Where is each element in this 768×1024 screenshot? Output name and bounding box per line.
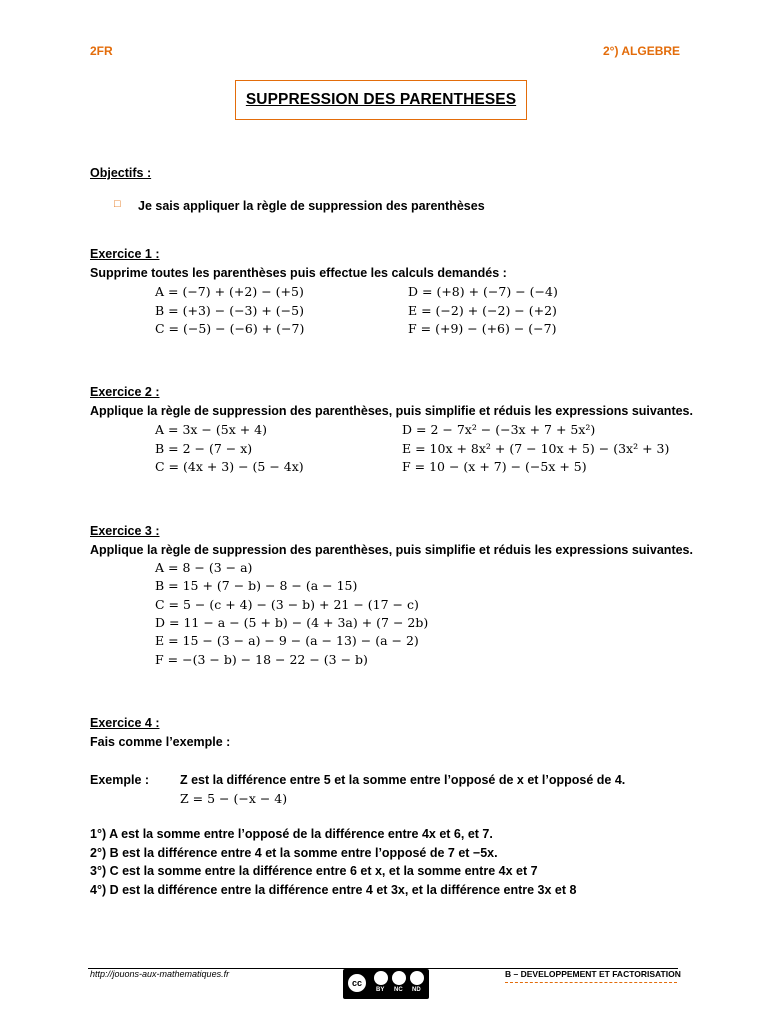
ex4-heading: Exercice 4 : bbox=[90, 716, 160, 730]
example-text: Z est la différence entre 5 et la somme entre l’opposé de x et l’opposé de 4. bbox=[180, 773, 626, 787]
ex3-expr-c: C = 5 − (c + 4) − (3 − b) + 21 − (17 − c) bbox=[155, 597, 419, 612]
ex2-expr-d: D = 2 − 7x² − (−3x + 7 + 5x²) bbox=[402, 422, 596, 437]
footer-dashed-rule bbox=[505, 982, 677, 983]
ex3-heading: Exercice 3 : bbox=[90, 524, 160, 538]
example-label: Exemple : bbox=[90, 773, 150, 787]
ex3-expr-d: D = 11 − a − (5 + b) − (4 + 3a) + (7 − 2b) bbox=[155, 615, 429, 630]
by-person-icon bbox=[374, 971, 388, 985]
ex1-expr-f: F = (+9) − (+6) − (−7) bbox=[408, 321, 557, 336]
ex1-instruction: Supprime toutes les parenthèses puis effectue les calculs demandés : bbox=[90, 266, 507, 280]
ex4-instruction: Fais comme l’exemple : bbox=[90, 735, 231, 749]
nd-equals-icon bbox=[410, 971, 424, 985]
title-box bbox=[235, 80, 527, 120]
footer-chapter: B – DEVELOPPEMENT ET FACTORISATION bbox=[505, 969, 681, 979]
ex3-instruction: Applique la règle de suppression des parenthèses, puis simplifie et réduis les expressions suivantes. bbox=[90, 543, 693, 557]
badge-nc: NC bbox=[394, 987, 403, 993]
creative-commons-by-nc-nd-icon[interactable] bbox=[343, 969, 429, 999]
ex3-expr-f: F = −(3 − b) − 18 − 22 − (3 − b) bbox=[155, 652, 368, 667]
objectifs-heading: Objectifs : bbox=[90, 166, 152, 180]
ex4-item-1: 1°) A est la somme entre l’opposé de la différence entre 4x et 6, et 7. bbox=[90, 827, 493, 841]
ex3-expr-b: B = 15 + (7 − b) − 8 − (a − 15) bbox=[155, 578, 358, 593]
header-left: 2FR bbox=[90, 44, 113, 58]
ex2-expr-c: C = (4x + 3) − (5 − 4x) bbox=[155, 459, 304, 474]
ex4-item-4: 4°) D est la différence entre la différence entre 4 et 3x, et la différence entre 3x et 8 bbox=[90, 883, 577, 897]
ex2-heading: Exercice 2 : bbox=[90, 385, 160, 399]
ex4-item-2: 2°) B est la différence entre 4 et la somme entre l’opposé de 7 et −5x. bbox=[90, 846, 498, 860]
header-right: 2°) ALGEBRE bbox=[603, 44, 681, 58]
objectif-item: Je sais appliquer la règle de suppression des parenthèses bbox=[138, 199, 485, 213]
ex2-expr-e: E = 10x + 8x² + (7 − 10x + 5) − (3x² + 3) bbox=[402, 441, 670, 456]
ex2-instruction: Applique la règle de suppression des parenthèses, puis simplifie et réduis les expressions suivantes. bbox=[90, 404, 693, 418]
page-title: SUPPRESSION DES PARENTHESES bbox=[245, 91, 517, 108]
ex1-expr-b: B = (+3) − (−3) + (−5) bbox=[155, 303, 304, 318]
badge-nd: ND bbox=[412, 987, 421, 993]
ex2-expr-f: F = 10 − (x + 7) − (−5x + 5) bbox=[402, 459, 587, 474]
checkbox-bullet-icon: □ bbox=[114, 198, 121, 210]
ex1-heading: Exercice 1 : bbox=[90, 247, 160, 261]
badge-by: BY bbox=[376, 987, 385, 993]
ex3-expr-a: A = 8 − (3 − a) bbox=[155, 560, 253, 575]
ex1-expr-a: A = (−7) + (+2) − (+5) bbox=[155, 284, 304, 299]
ex1-expr-d: D = (+8) + (−7) − (−4) bbox=[408, 284, 558, 299]
nc-dollar-icon bbox=[392, 971, 406, 985]
footer-url-link[interactable]: http://jouons-aux-mathematiques.fr bbox=[90, 969, 230, 979]
example-formula: Z = 5 − (−x − 4) bbox=[180, 791, 288, 806]
ex1-expr-e: E = (−2) + (−2) − (+2) bbox=[408, 303, 557, 318]
ex2-expr-b: B = 2 − (7 − x) bbox=[155, 441, 253, 456]
ex1-expr-c: C = (−5) − (−6) + (−7) bbox=[155, 321, 305, 336]
ex2-expr-a: A = 3x − (5x + 4) bbox=[155, 422, 267, 437]
ex3-expr-e: E = 15 − (3 − a) − 9 − (a − 13) − (a − 2) bbox=[155, 633, 419, 648]
ex4-item-3: 3°) C est la somme entre la différence entre 6 et x, et la somme entre 4x et 7 bbox=[90, 864, 538, 878]
cc-logo-icon: cc bbox=[346, 972, 368, 994]
